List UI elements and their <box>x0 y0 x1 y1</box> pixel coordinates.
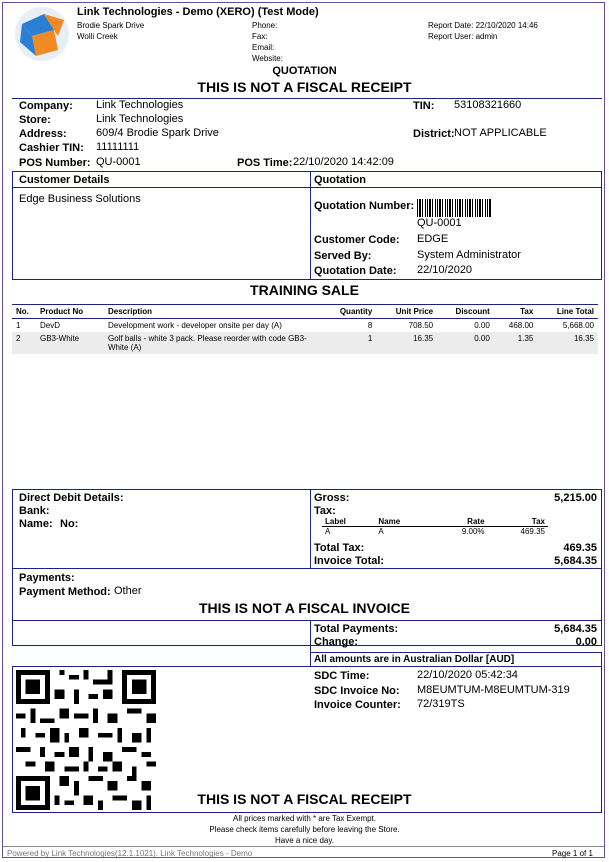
company-logo-icon <box>14 6 70 62</box>
footer-divider <box>3 846 604 847</box>
invoice-total-value: 5,684.35 <box>554 555 597 567</box>
invoice-total-label: Invoice Total: <box>314 555 385 567</box>
tax-row <box>322 527 548 537</box>
row-discount: 0.00 <box>474 321 490 330</box>
training-sale-title: TRAINING SALE <box>250 282 359 298</box>
payment-method-value: Other <box>114 585 142 597</box>
fax-label: Fax: <box>252 32 268 41</box>
items-table <box>12 304 598 354</box>
tax-row-name: A <box>378 527 384 536</box>
col-discount: Discount <box>437 305 494 319</box>
pos-time-value: 22/10/2020 14:42:09 <box>293 156 394 168</box>
col-tax: Tax <box>494 305 538 319</box>
doc-type-title: QUOTATION <box>272 65 337 77</box>
total-tax-value: 469.35 <box>563 542 597 554</box>
row-unit-price: 16.35 <box>376 332 437 354</box>
sdc-separator <box>310 652 311 666</box>
tax-table <box>322 517 548 536</box>
row-quantity: 1 <box>322 332 376 354</box>
cashier-label: Cashier TIN: <box>19 142 84 154</box>
sdc-invoice-label: SDC Invoice No: <box>314 685 400 697</box>
not-fiscal-invoice: THIS IS NOT A FISCAL INVOICE <box>198 600 411 616</box>
address-label: Address: <box>19 128 67 140</box>
customer-name: Edge Business Solutions <box>19 193 141 205</box>
col-description: Description <box>104 305 322 319</box>
served-by-label: Served By: <box>314 250 372 262</box>
gross-value: 5,215.00 <box>554 492 597 504</box>
payments-label: Payments: <box>19 572 75 584</box>
row-no: 2 <box>12 332 36 354</box>
district-value: NOT APPLICABLE <box>454 127 547 139</box>
table-row <box>12 319 598 333</box>
website-label: Website: <box>252 54 283 63</box>
row-line-total: 16.35 <box>537 332 598 354</box>
row-description: Golf balls - white 3 pack. Please reorder with code GB3-White (A) <box>104 332 322 354</box>
invoice-counter-label: Invoice Counter: <box>314 699 401 711</box>
address-line2: Wolli Creek <box>77 32 118 41</box>
tax-label: Tax: <box>314 505 336 517</box>
phone-label: Phone: <box>252 21 278 30</box>
quotation-number-label: Quotation Number: <box>314 200 415 212</box>
customer-details-heading: Customer Details <box>19 174 110 186</box>
company-label: Company: <box>19 100 73 112</box>
col-line-total: Line Total <box>537 305 598 319</box>
sdc-invoice-value: M8EUMTUM-M8EUMTUM-319 <box>417 684 570 696</box>
tax-col-label: Label <box>322 517 375 527</box>
change-value: 0.00 <box>575 636 597 648</box>
footer-note-1: All prices marked with * are Tax Exempt. <box>232 814 376 823</box>
report-date: Report Date: 22/10/2020 14:46 <box>428 21 538 30</box>
store-label: Store: <box>19 114 51 126</box>
bank-label: Bank: <box>19 505 50 517</box>
tin-label: TIN: <box>413 100 435 112</box>
tax-header-row <box>322 517 548 527</box>
customer-box-divider <box>12 187 602 188</box>
name-label: Name: <box>19 518 53 530</box>
gross-label: Gross: <box>314 492 350 504</box>
served-by-value: System Administrator <box>417 249 521 261</box>
footer-note-3: Have a nice day. <box>275 836 334 845</box>
row-discount: 0.00 <box>437 332 494 354</box>
totals-divider-mid <box>12 568 602 569</box>
customer-box-separator <box>310 171 311 280</box>
tax-row-rate: 9.00% <box>461 527 485 536</box>
company-title: Link Technologies - Demo (XERO) (Test Mode) <box>77 6 319 18</box>
items-header-row <box>12 305 598 319</box>
qr-code-icon <box>16 670 156 810</box>
row-product-no: GB3-White <box>36 332 104 354</box>
col-no: No. <box>12 305 36 319</box>
total-payments-value: 5,684.35 <box>554 623 597 635</box>
pos-time-label: POS Time: <box>237 157 293 169</box>
address-line1: Brodie Spark Drive <box>77 21 145 30</box>
store-value: Link Technologies <box>96 113 184 125</box>
col-product-no: Product No <box>36 305 104 319</box>
tax-row-label: A <box>325 527 331 536</box>
district-label: District: <box>413 128 455 140</box>
invoice-counter-value: 72/319TS <box>417 698 465 710</box>
quotation-date-value: 22/10/2020 <box>417 264 473 276</box>
total-tax-label: Total Tax: <box>314 542 365 554</box>
totals-separator-top <box>310 489 311 569</box>
report-user: Report User: admin <box>428 32 498 41</box>
tax-col-rate: Rate <box>431 517 488 527</box>
sdc-time-label: SDC Time: <box>314 670 370 682</box>
email-label: Email: <box>252 43 275 52</box>
customer-code-value: EDGE <box>417 233 449 245</box>
pos-number-label: POS Number: <box>19 157 91 169</box>
address-value: 609/4 Brodie Spark Drive <box>96 127 219 139</box>
page-number: Page 1 of 1 <box>552 849 593 858</box>
quotation-date-label: Quotation Date: <box>314 265 397 277</box>
tax-row-tax: 469.35 <box>520 527 545 536</box>
customer-code-label: Customer Code: <box>314 234 400 246</box>
pos-number-value: QU-0001 <box>96 156 141 168</box>
row-tax: 1.35 <box>494 332 538 354</box>
tax-col-name: Name <box>375 517 430 527</box>
row-quantity: 8 <box>367 321 373 330</box>
direct-debit-label: Direct Debit Details: <box>19 492 124 504</box>
col-unit-price: Unit Price <box>376 305 437 319</box>
row-tax: 468.00 <box>508 321 534 330</box>
row-product-no: DevD <box>40 321 61 330</box>
currency-note: All amounts are in Australian Dollar [AUD] <box>314 654 515 665</box>
col-quantity: Quantity <box>322 305 376 319</box>
barcode-icon <box>417 199 491 217</box>
table-row <box>12 332 598 354</box>
row-description: Development work - developer onsite per day (A) <box>108 321 282 330</box>
sdc-time-value: 22/10/2020 05:42:34 <box>417 669 518 681</box>
no-label: No: <box>60 518 79 530</box>
row-unit-price: 708.50 <box>408 321 434 330</box>
total-payments-label: Total Payments: <box>314 623 399 635</box>
tin-value: 53108321660 <box>454 99 522 111</box>
row-line-total: 5,668.00 <box>562 321 594 330</box>
not-fiscal-receipt-bottom: THIS IS NOT A FISCAL RECEIPT <box>197 791 412 807</box>
footer-note-2: Please check items carefully before leaving the Store. <box>209 825 400 834</box>
change-label: Change: <box>314 636 358 648</box>
quotation-heading: Quotation <box>314 174 366 186</box>
payment-method-label: Payment Method: <box>19 586 111 598</box>
row-no: 1 <box>16 321 21 330</box>
company-value: Link Technologies <box>96 99 184 111</box>
quotation-number-value: QU-0001 <box>417 217 462 229</box>
tax-col-tax: Tax <box>488 517 548 527</box>
powered-by: Powered by Link Technologies(12.1.1021). Link Technologies - Demo <box>7 849 253 858</box>
cashier-value: 11111111 <box>96 141 140 153</box>
not-fiscal-receipt-top: THIS IS NOT A FISCAL RECEIPT <box>197 79 412 95</box>
totals-divider-low <box>12 620 602 621</box>
